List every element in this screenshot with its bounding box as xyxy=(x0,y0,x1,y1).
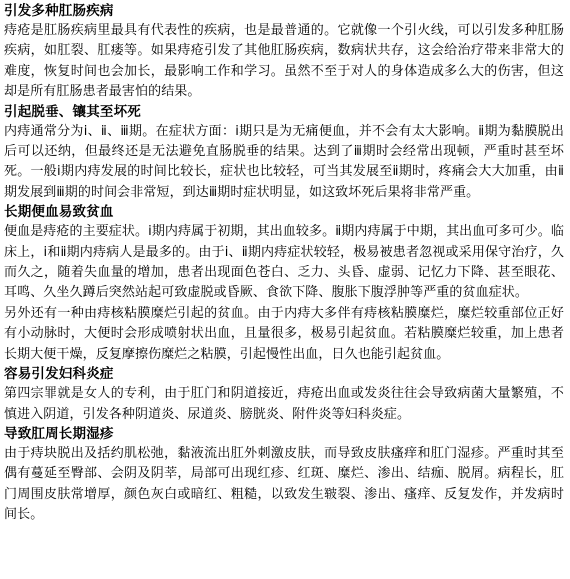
paragraph: 内痔通常分为ⅰ、ⅱ、ⅲ期。在症状方面：ⅰ期只是为无痛便血，并不会有太大影响。ⅱ期为黏膜脱出后可以还纳，但最终还是无法避免直肠脱垂的结果。达到了ⅲ期时会经常出现顿，严重时甚至坏死。一般ⅰ期内痔发展的时间比较长，症状也比较轻，可当其发展至ⅱ期时，疼痛会大大加重，由ⅱ期发展到ⅲ期的时间会非常短，到达ⅲ期时症状明显，如这致坏死后果将非常严重。 xyxy=(4,123,564,200)
section-eczema xyxy=(4,425,564,526)
paragraph: 便血是痔疮的主要症状。ⅰ期内痔属于初期，其出血较多。ⅱ期内痔属于中期，其出血可多可少。临床上，ⅰ和ⅱ期内痔病人是最多的。由于ⅰ、ⅱ期内痔症状较轻，极易被患者忽视或采用保守治疗，久而久之，随着失血量的增加，患者出现面色苍白、乏力、头昏、虚弱、记忆力下降、甚至眼花、耳鸣、久坐久蹲后突然站起可致虚脱或昏厥、食欲下降、腹胀下腹浮肿等严重的贫血症状。 xyxy=(4,224,564,301)
section-heading: 容易引发妇科炎症 xyxy=(4,366,114,383)
paragraph: 痔疮是肛肠疾病里最具有代表性的疾病，也是最普通的。它就像一个引火线，可以引发多种肛肠疾病，如肛裂、肛瘘等。如果痔疮引发了其他肛肠疾病，数病状共存，这会给治疗带来非常大的难度，恢复时间也会加长，最影响工作和学习。虽然不至于对人的身体造成多么大的伤害，但这却是所有肛肠患者最害怕的结果。 xyxy=(4,23,564,100)
section-anemia xyxy=(4,203,564,365)
section-complications xyxy=(4,2,564,103)
paragraph: 由于痔块脱出及括约肌松弛，黏液流出肛外刺激皮肤，而导致皮肤瘙痒和肛门湿疹。严重时其至偶有蔓延至臀部、会阴及阴莘，局部可出现红疹、红斑、糜烂、渗出、结痂、脱屑。病程长，肛门周围皮肤常增厚，颜色灰白或暗红、粗糙，以致发生皲裂、渗出、瘙痒、反复发作，并发病时间长。 xyxy=(4,445,564,523)
section-heading: 引发多种肛肠疾病 xyxy=(4,3,114,19)
section-heading: 长期便血易致贫血 xyxy=(4,204,114,221)
section-prolapse xyxy=(4,103,564,204)
section-heading: 引起脱垂、镶其至坏死 xyxy=(4,103,141,120)
paragraph: 另外还有一种由痔核粘膜糜烂引起的贫血。由于内痔大多伴有痔核粘膜糜烂，糜烂较重部位正好有小动脉时，大便时会形成喷射状出血，且量很多，极易引起贫血。若粘膜糜烂较重，加上患者长期大便干燥，反复摩擦伤糜烂之粘膜，引起慢性出血，日久也能引起贫血。 xyxy=(4,305,564,362)
section-heading: 导致肛周长期湿疹 xyxy=(4,425,114,442)
paragraph: 第四宗罪就是女人的专利，由于肛门和阴道接近，痔疮出血或发炎往往会导致病菌大量繁殖，不慎进入阴道，引发各种阴道炎、尿道炎、膀胱炎、附件炎等妇科炎症。 xyxy=(4,386,564,422)
section-gynecological xyxy=(4,365,564,425)
